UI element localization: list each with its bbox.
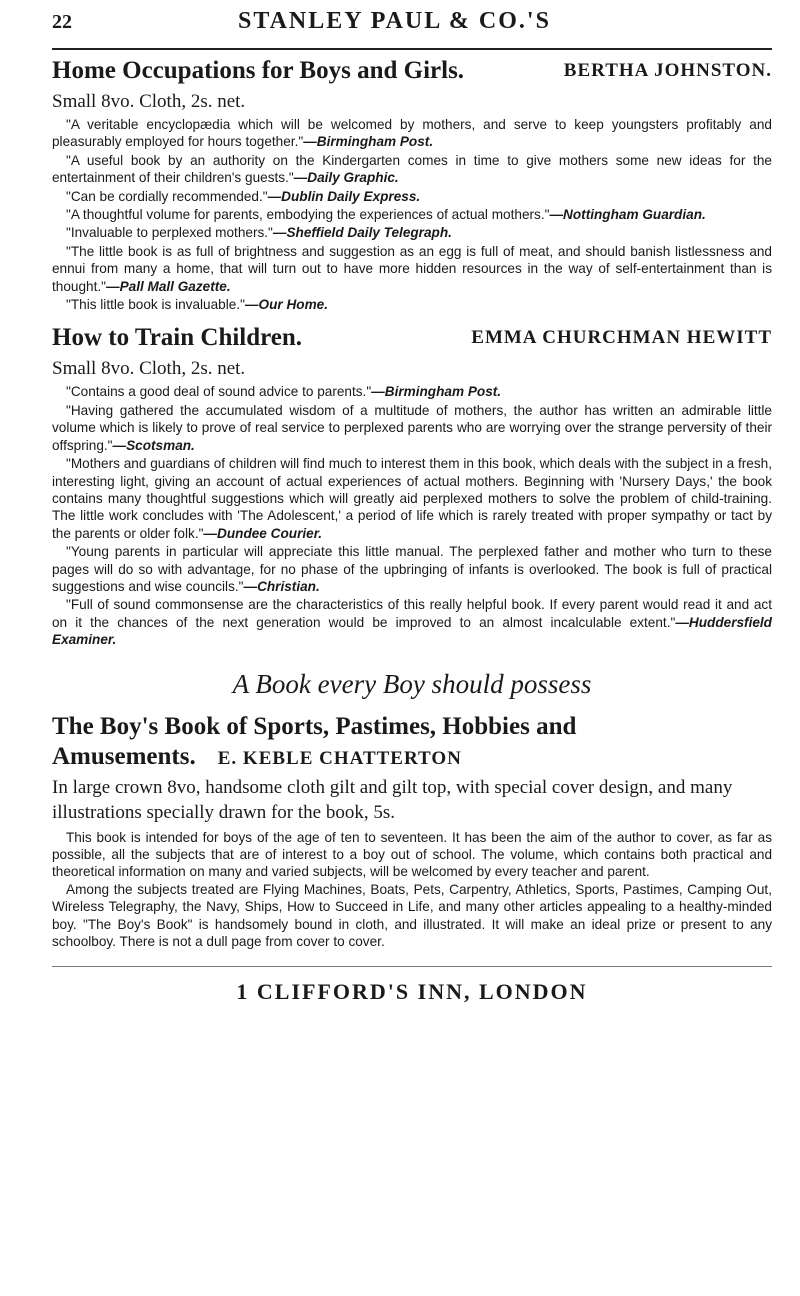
entry-heading bbox=[52, 323, 772, 356]
review-source: —Huddersfield Examiner. bbox=[52, 614, 772, 648]
review-source: —Christian. bbox=[243, 578, 320, 594]
review bbox=[52, 383, 772, 400]
publisher-heading: STANLEY PAUL & CO.'S bbox=[238, 8, 551, 34]
review-list bbox=[52, 116, 772, 313]
review-quote: "The little book is as full of brightness and suggestion as an egg is full of meat, and should banish listlessness and ennui from many a home, that will turn out to have more hidden resources in the way of self-entertainment than is thought." bbox=[52, 243, 772, 294]
review-quote: "Can be cordially recommended." bbox=[66, 188, 268, 204]
review-quote: "Invaluable to perplexed mothers." bbox=[66, 225, 273, 241]
review-source: —Birmingham Post. bbox=[371, 384, 502, 400]
review bbox=[52, 224, 772, 241]
review-source: —Nottingham Guardian. bbox=[549, 207, 706, 223]
tagline: A Book every Boy should possess bbox=[232, 668, 592, 699]
review-source: —Scotsman. bbox=[112, 437, 195, 453]
feature-heading bbox=[52, 712, 772, 775]
review-source: —Sheffield Daily Telegraph. bbox=[272, 225, 452, 241]
description-paragraph: This book is intended for boys of the age of ten to seventeen. It has been the aim of the author to cover, as far as possible, all the subjects that are of interest to a boy out of school. The volume, which contains both practical and theoretical information on many and varied subjects, will be welcomed by every teacher and parent. bbox=[52, 829, 772, 880]
book-author: EMMA CHURCHMAN HEWITT bbox=[471, 327, 772, 349]
review-source: —Birmingham Post. bbox=[303, 134, 434, 150]
review-list bbox=[52, 383, 772, 648]
footer-rule bbox=[52, 966, 772, 967]
book-title: Home Occupations for Boys and Girls. bbox=[52, 57, 465, 84]
book-details: Small 8vo. Cloth, 2s. net. bbox=[52, 358, 246, 380]
review bbox=[52, 243, 772, 295]
book-entry bbox=[52, 323, 772, 648]
review bbox=[52, 455, 772, 542]
book-entry bbox=[52, 56, 772, 313]
feature-description bbox=[52, 829, 772, 951]
book-details: Small 8vo. Cloth, 2s. net. bbox=[52, 91, 246, 112]
review-source: —Daily Graphic. bbox=[293, 170, 399, 186]
review-quote: "Mothers and guardians of children will find much to interest them in this book, which deals with the subject in a fresh, interesting light, giving an account of actual experiences of actual mothers. Beginning with 'Nursery Days,' the book contains many thoughtful suggestions which will greatly aid perplexed mothers to solve the problem of child-training. The little work concludes with 'The Adolescent,' a period of life which is rarely treated with proper sympathy or tact by the parents or older folk." bbox=[52, 456, 772, 541]
feature-details: In large crown 8vo, handsome cloth gilt and gilt top, with special cover design, and many illustrations specially drawn for the book, 5s. bbox=[52, 776, 733, 823]
feature-title-line2: Amusements. bbox=[52, 742, 196, 770]
description-paragraph: Among the subjects treated are Flying Machines, Boats, Pets, Carpentry, Athletics, Sports, Pastimes, Camping Out, Wireless Telegraphy, the Navy, Ships, How to Succeed in Life, and many other articles appealing to a healthy-minded boy. "The Boy's Book" is handsomely bound in cloth, and illustrated. It will make an ideal prize or present to any schoolboy. There is not a dull page from cover to cover. bbox=[52, 881, 772, 949]
review-quote: "This little book is invaluable." bbox=[66, 297, 245, 313]
review bbox=[52, 596, 772, 648]
review-source: —Pall Mall Gazette. bbox=[105, 278, 231, 294]
review-source: —Our Home. bbox=[244, 297, 328, 313]
publisher-address: 1 CLIFFORD'S INN, LONDON bbox=[236, 979, 588, 1005]
review-quote: "A thoughtful volume for parents, embodying the experiences of actual mothers." bbox=[66, 207, 550, 223]
header-rule bbox=[52, 48, 772, 50]
review bbox=[52, 402, 772, 454]
feature-entry bbox=[52, 712, 772, 951]
review-quote: "Young parents in particular will appreciate this little manual. The perplexed father and mother who turn to these pages will do so with advantage, for no phase of the upbringing of infants is overlooked. The book is full of practical suggestions and wise councils." bbox=[52, 544, 772, 594]
review-quote: "A useful book by an authority on the Kindergarten comes in time to give mothers some new ideas for the entertainment of their children's guests." bbox=[52, 152, 772, 186]
book-title: How to Train Children. bbox=[52, 324, 303, 352]
review-quote: "Contains a good deal of sound advice to parents." bbox=[66, 384, 372, 400]
review-quote: "Full of sound commonsense are the characteristics of this really helpful book. If every parent would read it and act on it the chances of the next generation would be improved to an almost incalculable extent." bbox=[52, 597, 772, 630]
review-quote: "A veritable encyclopædia which will be welcomed by mothers, and serve to keep youngsters profitably and pleasurably employed for hours together." bbox=[52, 117, 772, 150]
page-number: 22 bbox=[52, 11, 72, 33]
review bbox=[52, 152, 772, 187]
book-author: BERTHA JOHNSTON. bbox=[563, 60, 772, 81]
running-head bbox=[52, 8, 772, 48]
feature-title-line1: The Boy's Book of Sports, Pastimes, Hobbies and bbox=[52, 712, 577, 740]
entry-heading bbox=[52, 56, 772, 89]
review bbox=[52, 296, 772, 313]
review bbox=[52, 188, 772, 205]
review-quote: "Having gathered the accumulated wisdom of a multitude of mothers, the author has written an admirable little volume which is likely to prove of real service to perplexed parents who are worrying over the strange perversity of their offspring." bbox=[52, 402, 772, 453]
review-source: —Dublin Daily Express. bbox=[267, 188, 421, 204]
review bbox=[52, 543, 772, 595]
review bbox=[52, 116, 772, 151]
feature-author: E. KEBLE CHATTERTON bbox=[217, 747, 462, 769]
review-source: —Dundee Courier. bbox=[203, 525, 323, 541]
review bbox=[52, 206, 772, 223]
